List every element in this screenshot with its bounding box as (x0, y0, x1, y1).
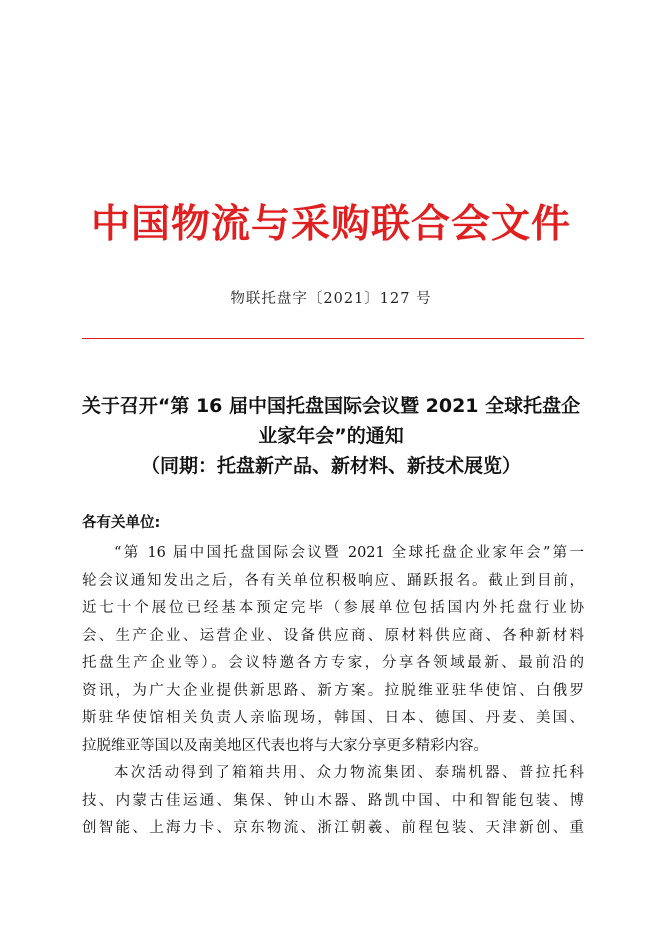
paragraph-1-line-7: 斯驻华使馆相关负责人亲临现场，韩国、日本、德国、丹麦、美国、 (82, 710, 584, 726)
notice-title-line-2: 业家年会”的通知 (258, 425, 404, 447)
addressee: 各有关单位: (82, 515, 161, 531)
notice-title (70, 391, 592, 481)
paragraph-2-line-3: 创智能、上海力卡、京东物流、浙江朝羲、前程包装、天津新创、重 (82, 820, 584, 836)
paragraph-2-line-1: 本次活动得到了箱箱共用、众力物流集团、泰瑞机器、普拉托科 (114, 765, 584, 781)
org-file-title: 中国物流与采购联合会文件 (90, 201, 571, 247)
paragraph-1-line-2: 轮会议通知发出之后，各有关单位积极响应、踊跃报名。截止到目前， (82, 572, 584, 589)
paragraph-1-line-6: 资讯，为广大企业提供新思路、新方案。拉脱维亚驻华使馆、白俄罗 (82, 682, 584, 699)
notice-subtitle: （同期：托盘新产品、新材料、新技术展览） (140, 455, 521, 477)
paragraph-1-line-3: 近七十个展位已经基本预定完毕（参展单位包括国内外托盘行业协 (82, 600, 584, 616)
paragraph-2-line-2: 技、内蒙古佳运通、集保、钟山木器、路凯中国、中和智能包装、博 (82, 792, 584, 809)
notice-title-line-1: 关于召开“第 16 届中国托盘国际会议暨 2021 全球托盘企 (81, 395, 581, 417)
body-text (82, 540, 584, 843)
red-separator-line (82, 338, 584, 339)
paragraph-1-line-1: “第 16 届中国托盘国际会议暨 2021 全球托盘企业家年会”第一 (114, 545, 584, 561)
document-number: 物联托盘字〔2021〕127 号 (230, 291, 432, 307)
paragraph-1-line-5: 托盘生产企业等）。会议特邀各方专家，分享各领域最新、最前沿的 (82, 655, 584, 671)
paragraph-1-line-4: 会、生产企业、运营企业、设备供应商、原材料供应商、各种新材料 (82, 627, 584, 644)
paragraph-1-line-8: 拉脱维亚等国以及南美地区代表也将与大家分享更多精彩内容。 (82, 737, 488, 754)
